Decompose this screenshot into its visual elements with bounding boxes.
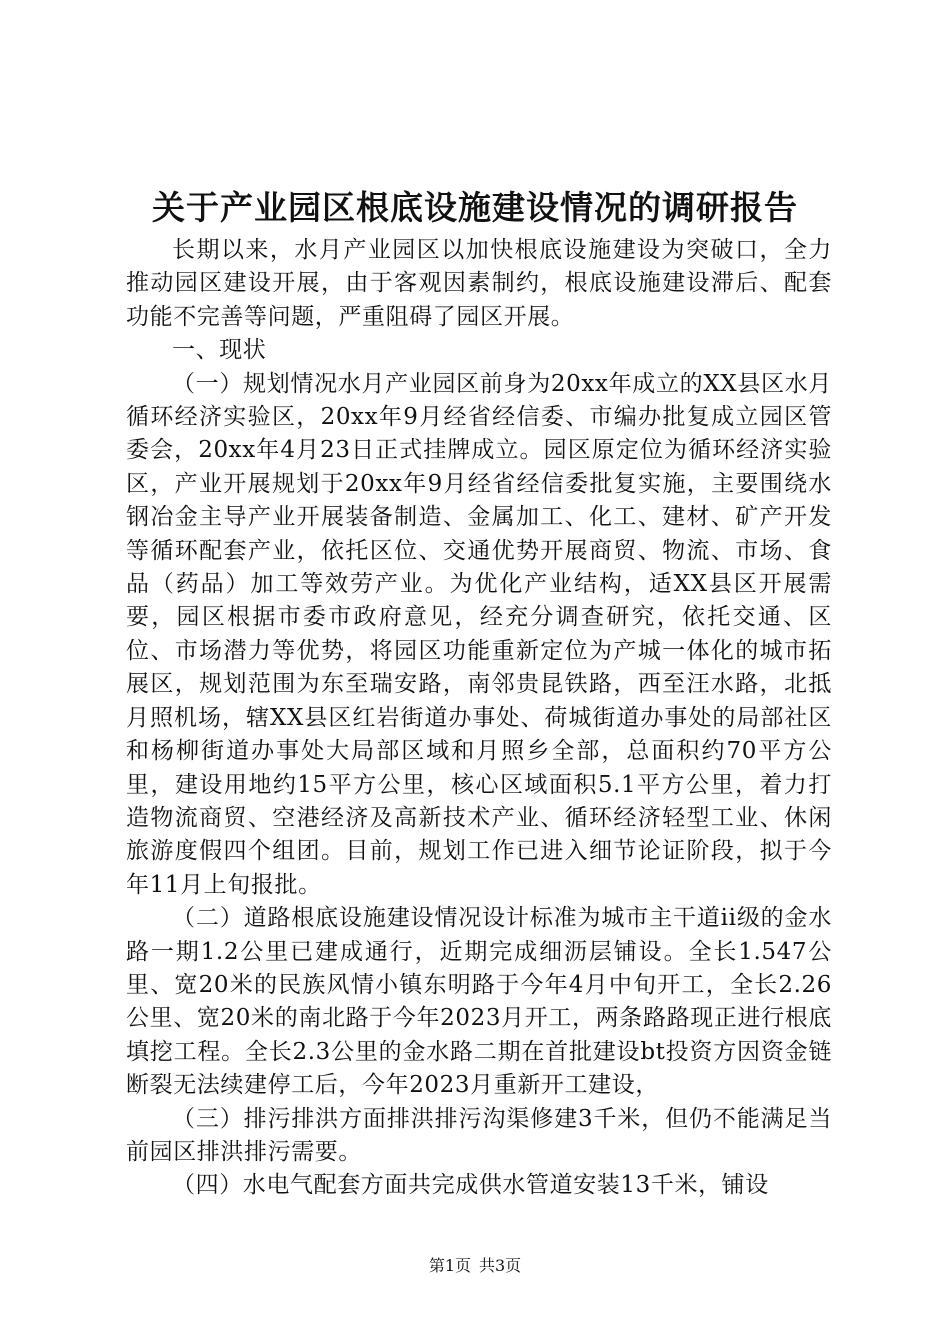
paragraph-planning: （一）规划情况水月产业园区前身为20xx年成立的XX县区水月循环经济实验区，20xx年9月经省经信委、市编办批复成立园区管委会，20xx年4月23日正式挂牌成立。园区原定位为循环经济实验区，产业开展规划于20xx年9月经省经信委批复实施，主要围绕水钢冶金主导产业开展装备制造、金属加工、化工、建材、矿产开发等循环配套产业，依托区位、交通优势开展商贸、物流、市场、食品（药品）加工等效劳产业。为优化产业结构，适XX县区开展需要，园区根据市委市政府意见，经充分调查研究，依托交通、区位、市场潜力等优势，将园区功能重新定位为产城一体化的城市拓展区，规划范围为东至瑞安路，南邻贵昆铁路，西至汪水路，北抵月照机场，辖XX县区红岩街道办事处、荷城街道办事处的局部社区和杨柳街道办事处大局部区域和月照乡全部，总面积约70平方公里，建设用地约15平方公里，核心区域面积5.1平方公里，着力打造物流商贸、空港经济及高新技术产业、循环经济轻型工业、休闲旅游度假四个组团。目前，规划工作已进入细节论证阶段，拟于今年11月上旬报批。	[126, 370, 832, 898]
section-heading-status: 一、现状	[172, 337, 267, 364]
paragraph-intro: 长期以来，水月产业园区以加快根底设施建设为突破口，全力推动园区建设开展，由于客观因素制约，根底设施建设滞后、配套功能不完善等问题，严重阻碍了园区开展。	[126, 237, 832, 330]
page-number-total: 共3页	[479, 1256, 522, 1275]
paragraph-drainage: （三）排污排洪方面排洪排污沟渠修建3千米，但仍不能满足当前园区排洪排污需要。	[126, 1105, 832, 1165]
document-title: 关于产业园区根底设施建设情况的调研报告	[152, 188, 798, 227]
page-footer	[0, 1256, 950, 1276]
paragraph-utilities: （四）水电气配套方面共完成供水管道安装13千米，铺设	[172, 1172, 769, 1199]
document-body	[126, 234, 832, 1203]
paragraph-roads: （二）道路根底设施建设情况设计标准为城市主干道ii级的金水路一期1.2公里已建成通行，近期完成细沥层铺设。全长1.547公里、宽20米的民族风情小镇东明路于今年4月中旬开工，全长2.26公里、宽20米的南北路于今年2023月开工，两条路路现正进行根底填挖工程。全长2.3公里的金水路二期在首批建设bt投资方因资金链断裂无法续建停工后，今年2023月重新开工建设，	[126, 905, 832, 1099]
page-number-current: 第1页	[428, 1256, 471, 1275]
